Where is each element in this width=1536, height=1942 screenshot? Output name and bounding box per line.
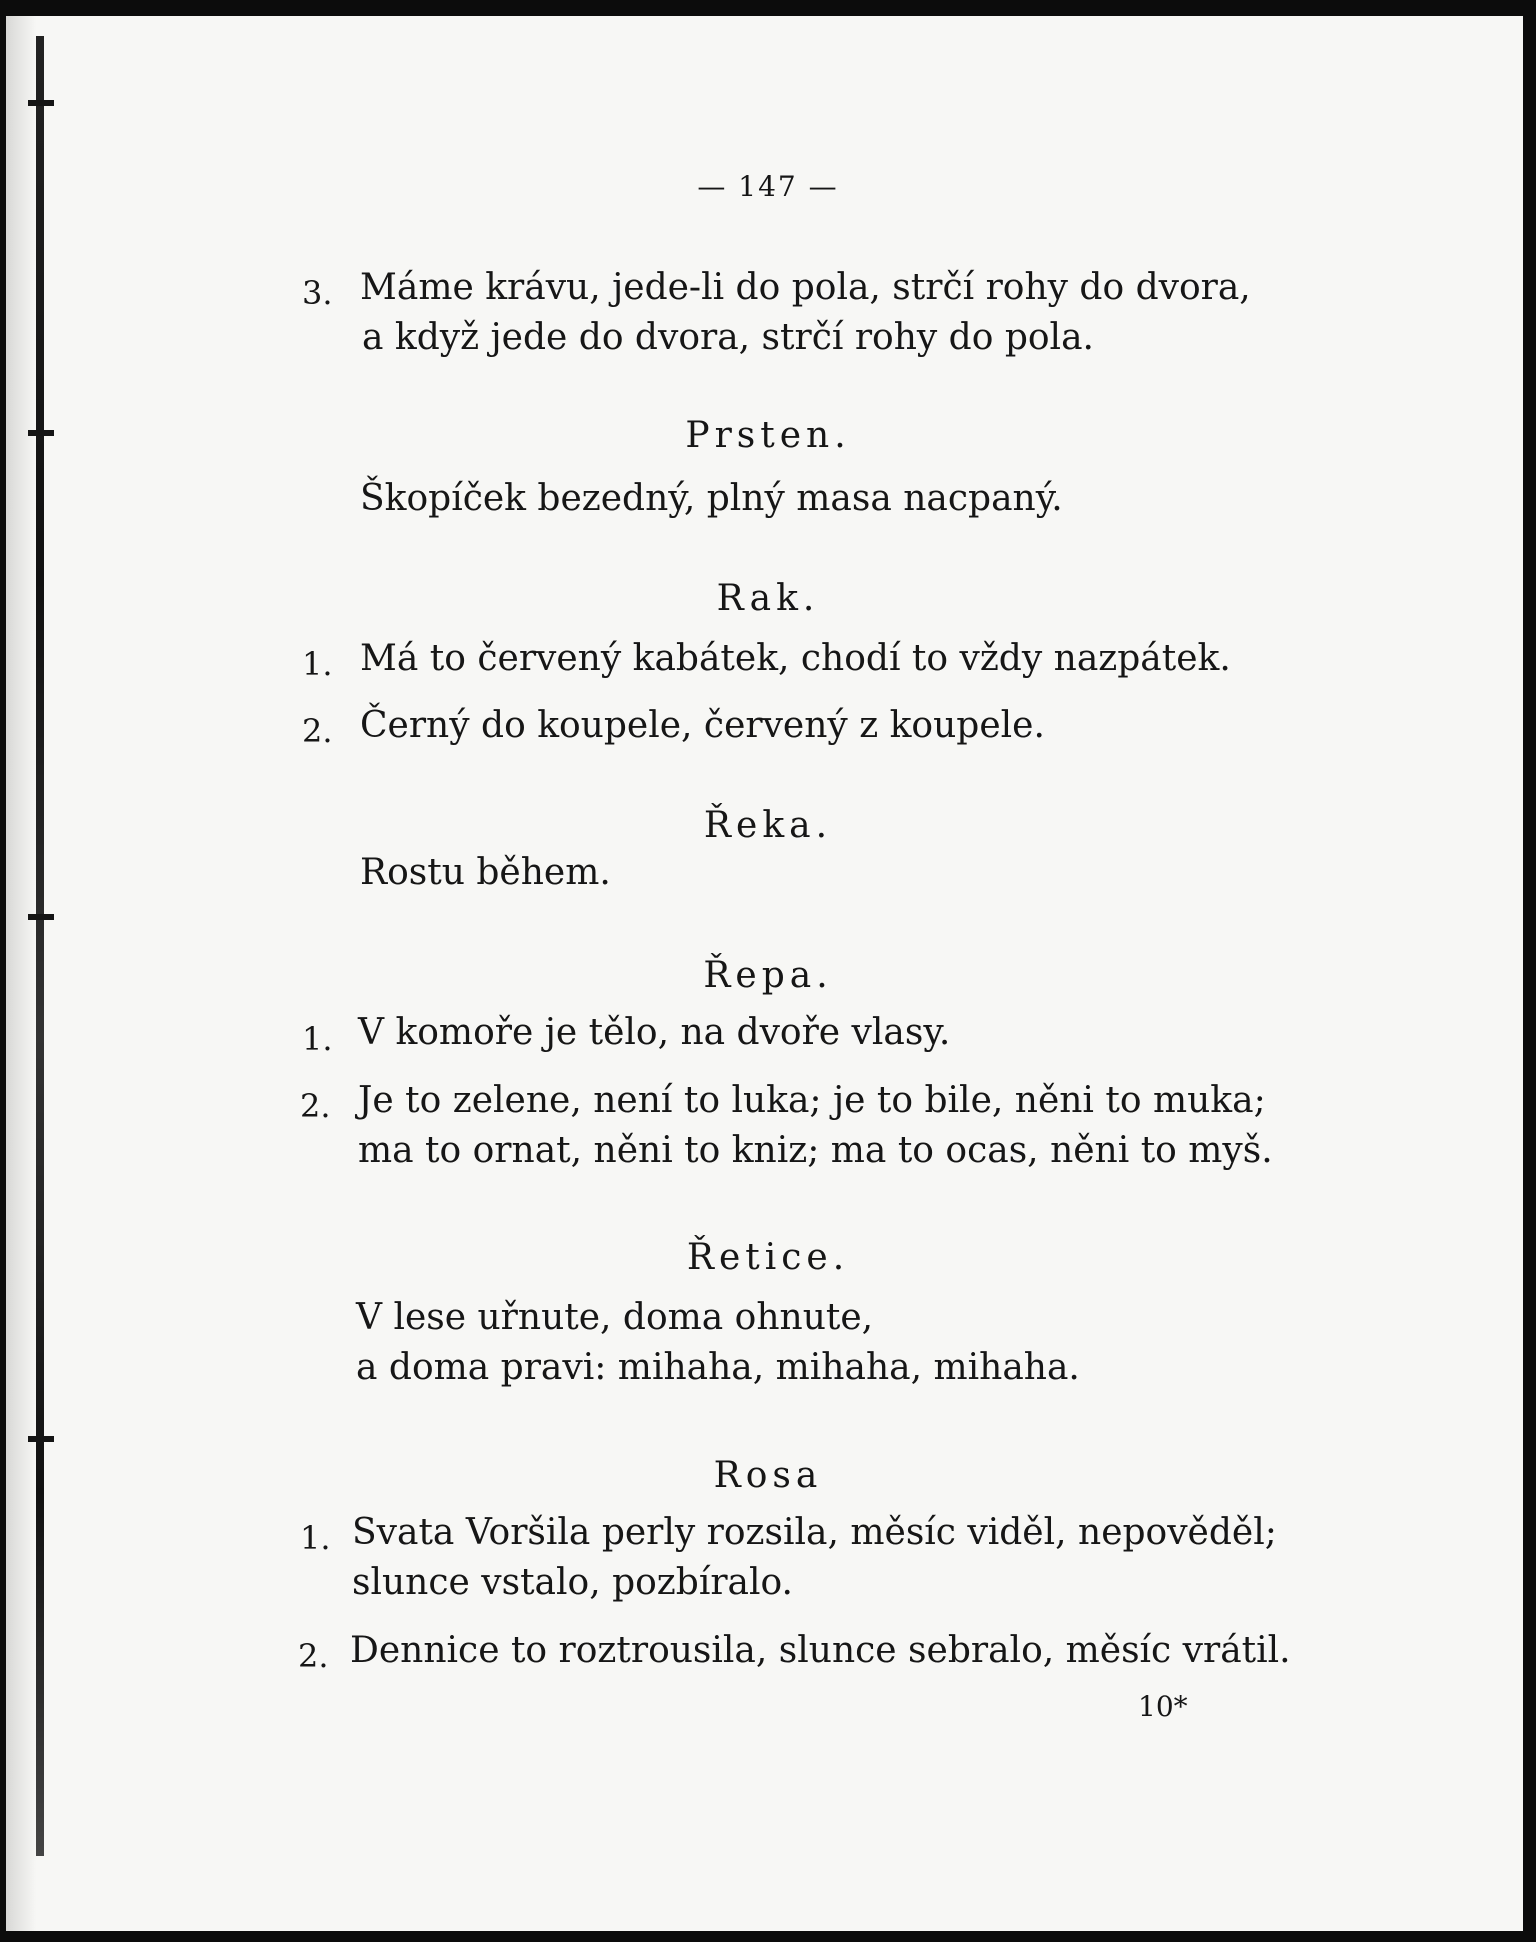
section-heading: Prsten.	[685, 415, 851, 456]
riddle-line: Má to červený kabátek, chodí to vždy nazpátek.	[360, 638, 1231, 679]
riddle-line: a když jede do dvora, strčí rohy do pola.	[362, 317, 1094, 358]
section-heading: Řeka.	[703, 805, 833, 846]
section-heading: Rak.	[716, 578, 820, 619]
riddle-line: Rostu během.	[360, 852, 611, 893]
item-number: 1.	[302, 645, 333, 683]
riddle-line: Dennice to roztrousila, slunce sebralo, měsíc vrátil.	[350, 1630, 1291, 1671]
riddle-line: V komoře je tělo, na dvoře vlasy.	[358, 1012, 951, 1053]
riddle-line: ma to ornat, něni to kniz; ma to ocas, něni to myš.	[358, 1130, 1273, 1171]
riddle-line: Je to zelene, není to luka; je to bile, něni to muka;	[358, 1080, 1266, 1121]
riddle-line: slunce vstalo, pozbíralo.	[352, 1562, 793, 1603]
riddle-line: Máme krávu, jede-li do pola, strčí rohy do dvora,	[360, 267, 1251, 308]
signature-mark: 10*	[1138, 1690, 1188, 1723]
riddle-line: Škopíček bezedný, plný masa nacpaný.	[360, 478, 1063, 519]
item-number: 2.	[302, 712, 333, 750]
riddle-line: Svata Voršila perly rozsila, měsíc viděl, nepověděl;	[352, 1512, 1277, 1553]
riddle-line: a doma pravi: mihaha, mihaha, mihaha.	[356, 1347, 1080, 1388]
binding-tick	[28, 914, 54, 920]
item-number: 3.	[302, 274, 333, 312]
item-number: 2.	[300, 1087, 331, 1125]
page-number: — 147 —	[697, 170, 839, 203]
item-number: 1.	[300, 1519, 331, 1557]
riddle-line: V lese uřnute, doma ohnute,	[356, 1297, 874, 1338]
section-heading: Řetice.	[686, 1237, 850, 1278]
binding-tick	[28, 100, 54, 106]
section-heading: Rosa	[713, 1455, 823, 1496]
riddle-line: Černý do koupele, červený z koupele.	[360, 705, 1045, 746]
item-number: 2.	[298, 1637, 329, 1675]
binding-tick	[28, 1436, 54, 1442]
binding-edge	[36, 36, 44, 1856]
item-number: 1.	[302, 1020, 333, 1058]
section-heading: Řepa.	[703, 955, 833, 996]
